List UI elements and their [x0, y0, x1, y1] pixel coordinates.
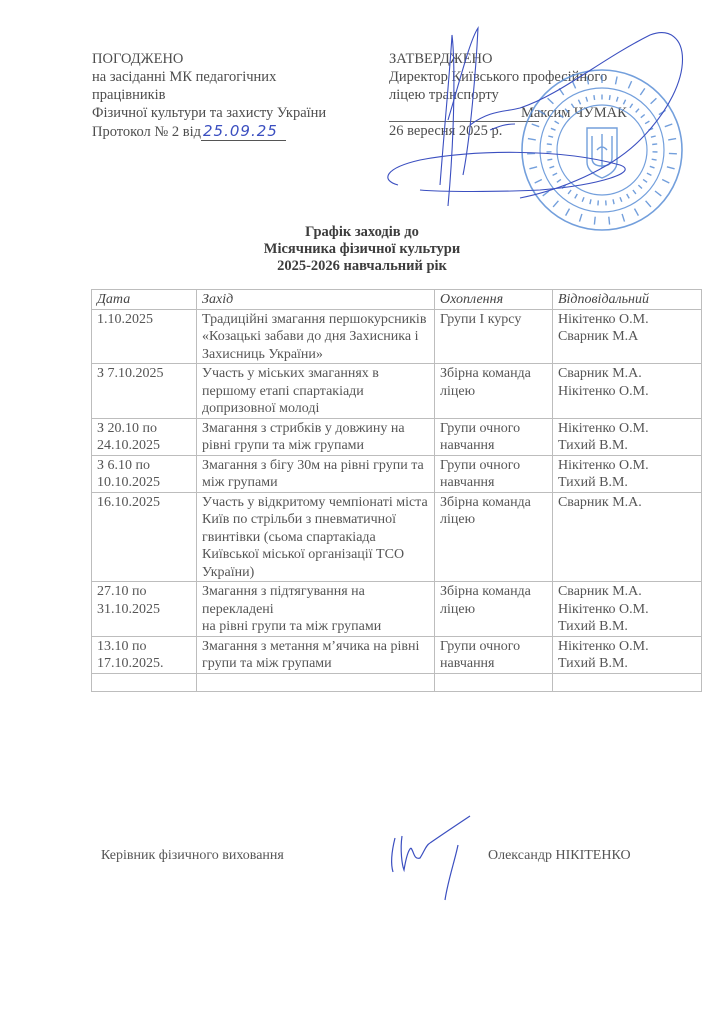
table-row	[92, 455, 702, 492]
protocol-date-handwritten: 25.09.25	[201, 122, 286, 141]
cell-date: 16.10.2025	[92, 492, 197, 582]
table-row	[92, 418, 702, 455]
approval-right-line1: Директор Київського професійного	[389, 69, 608, 85]
table-header-row	[92, 290, 702, 310]
title-line2: Місячника фізичної культури	[263, 241, 461, 257]
header-date: Дата	[92, 290, 197, 310]
title-line1: Графік заходів до	[305, 224, 419, 240]
approval-right-block	[389, 50, 627, 140]
cell-coverage: Збірна команда ліцею	[435, 364, 553, 419]
cell-responsible: Нікітенко О.М. Сварник М.А	[552, 309, 701, 364]
approval-left-heading: ПОГОДЖЕНО	[92, 51, 184, 67]
header-coverage: Охоплення	[435, 290, 553, 310]
table-row	[92, 364, 702, 419]
cell-event: Участь у міських змаганнях в першому етапі спартакіади допризовної молоді	[197, 364, 435, 419]
cell-date: З 20.10 по 24.10.2025	[92, 418, 197, 455]
approval-date-text: 26 вересня 2025 р.	[389, 123, 503, 139]
cell-event: Змагання з підтягування на перекладені на рівні групи та між групами	[197, 582, 435, 637]
cell-responsible	[552, 673, 701, 691]
footer-name: Олександр НІКІТЕНКО	[488, 848, 631, 863]
header-responsible: Відповідальний	[552, 290, 701, 310]
footer-position: Керівник фізичного виховання	[101, 848, 284, 863]
director-name: Максим ЧУМАК	[521, 105, 627, 121]
protocol-line	[92, 122, 377, 141]
cell-date	[92, 673, 197, 691]
cell-date: 13.10 по 17.10.2025.	[92, 636, 197, 673]
cell-event: Участь у відкритому чемпіонаті міста Київ по стрільби з пневматичної гвинтівки (сьома спартакіада Київської міської організації ТСО України)	[197, 492, 435, 582]
cell-coverage: Групи очного навчання	[435, 455, 553, 492]
table-row	[92, 582, 702, 637]
cell-date: 27.10 по 31.10.2025	[92, 582, 197, 637]
cell-event: Змагання з бігу 30м на рівні групи та між групами	[197, 455, 435, 492]
cell-coverage: Збірна команда ліцею	[435, 492, 553, 582]
cell-date: З 7.10.2025	[92, 364, 197, 419]
protocol-label: Протокол № 2 від	[92, 124, 201, 140]
cell-coverage: Групи очного навчання	[435, 418, 553, 455]
cell-event	[197, 673, 435, 691]
cell-event: Змагання з стрибків у довжину на рівні групи та між групами	[197, 418, 435, 455]
document-title	[0, 224, 724, 275]
cell-coverage: Групи І курсу	[435, 309, 553, 364]
cell-coverage	[435, 673, 553, 691]
cell-responsible: Нікітенко О.М. Тихий В.М.	[552, 455, 701, 492]
head-signature-graphic	[385, 810, 480, 905]
cell-responsible: Сварник М.А.	[552, 492, 701, 582]
header-event: Захід	[197, 290, 435, 310]
approval-left-block	[92, 50, 377, 141]
cell-event: Традиційні змагання першокурсників «Козацькі забави до дня Захисника і Захисниць України»	[197, 309, 435, 364]
title-line3: 2025-2026 навчальний рік	[277, 258, 447, 274]
cell-date: 1.10.2025	[92, 309, 197, 364]
cell-coverage: Збірна команда ліцею	[435, 582, 553, 637]
table-row	[92, 492, 702, 582]
approval-right-heading: ЗАТВЕРДЖЕНО	[389, 51, 493, 67]
approval-left-line1: на засіданні МК педагогічних	[92, 69, 277, 85]
approval-left-line3: Фізичної культури та захисту України	[92, 105, 327, 121]
cell-responsible: Нікітенко О.М. Тихий В.М.	[552, 636, 701, 673]
cell-event: Змагання з метання м’ячика на рівні групи та між групами	[197, 636, 435, 673]
cell-responsible: Нікітенко О.М. Тихий В.М.	[552, 418, 701, 455]
approval-right-line2: ліцею транспорту	[389, 87, 499, 103]
approval-date	[389, 121, 539, 140]
cell-coverage: Групи очного навчання	[435, 636, 553, 673]
cell-responsible: Сварник М.А. Нікітенко О.М.	[552, 364, 701, 419]
table-body	[92, 309, 702, 691]
table-row	[92, 309, 702, 364]
approval-left-line2: працівників	[92, 87, 166, 103]
schedule-table	[91, 289, 702, 692]
table-row	[92, 673, 702, 691]
cell-responsible: Сварник М.А. Нікітенко О.М. Тихий В.М.	[552, 582, 701, 637]
head-signature	[385, 810, 480, 905]
table-row	[92, 636, 702, 673]
cell-date: З 6.10 по 10.10.2025	[92, 455, 197, 492]
